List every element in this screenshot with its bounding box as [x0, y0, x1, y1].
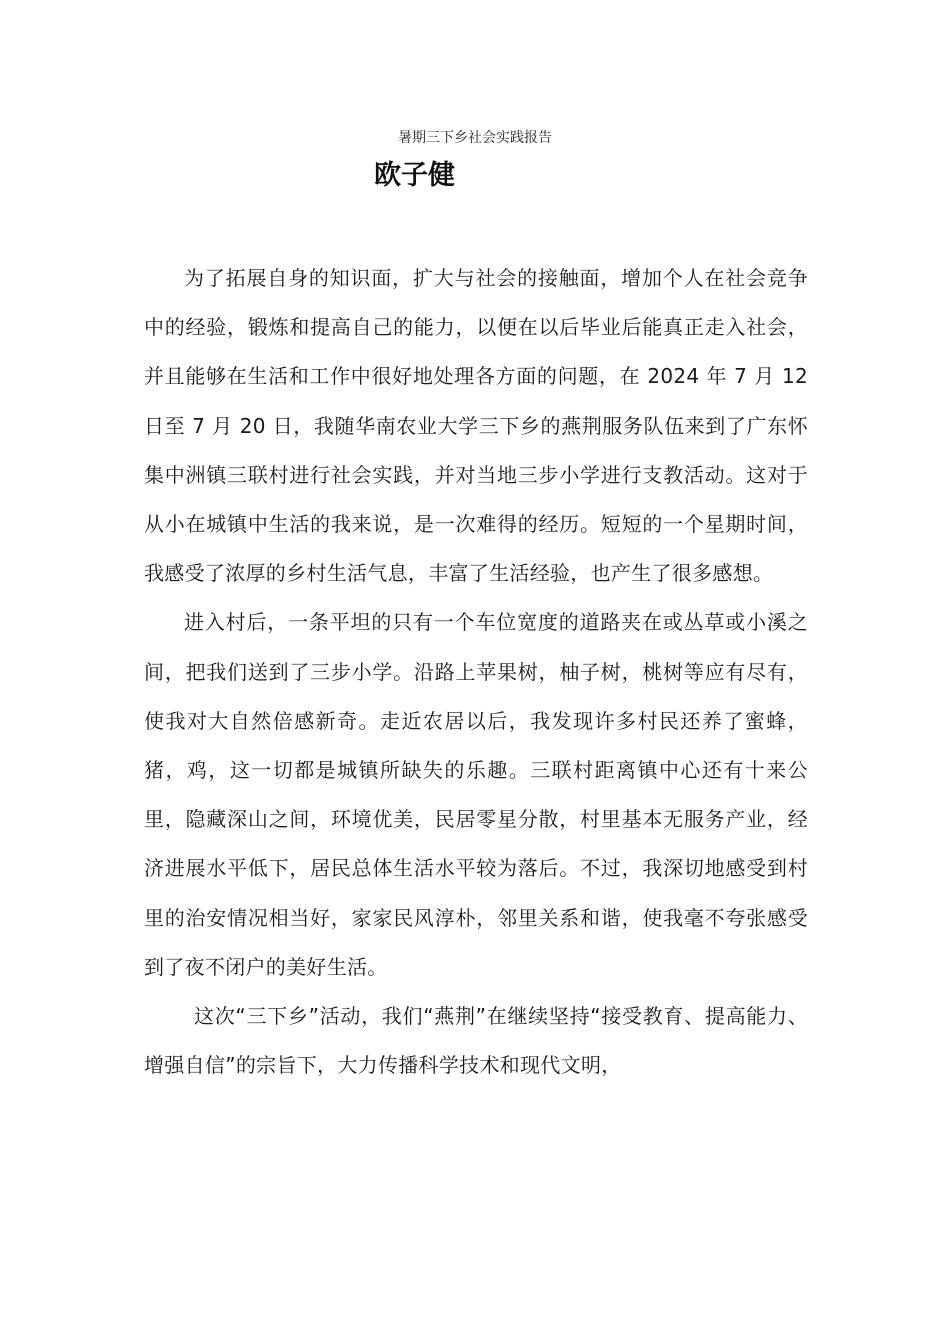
author-name: 欧子健 — [374, 160, 455, 191]
paragraph-2: 进入村后，一条平坦的只有一个车位宽度的道路夹在或丛草或小溪之间，把我们送到了三步小学。沿路上苹果树，柚子树，桃树等应有尽有，使我对大自然倍感新奇。走近农居以后，我发现许多村民还养了蜜蜂，猪，鸡，这一切都是城镇所缺失的乐趣。三联村距离镇中心还有十来公里，隐藏深山之间，环境优美，民居零星分散，村里基本无服务产业，经济进展水平低下，居民总体生活水平较为落后。不过，我深切地感受到村里的治安情况相当好，家家民风淳朴，邻里关系和谐，使我毫不夸张感受到了夜不闭户的美好生活。 — [144, 610, 808, 979]
paragraph-1: 为了拓展自身的知识面，扩大与社会的接触面，增加个人在社会竞争中的经验，锻炼和提高自己的能力，以便在以后毕业后能真正走入社会，并且能够在生活和工作中很好地处理各方面的问题，在 2024 年 7 月 12 日至 7 月 20 日，我随华南农业大学三下乡的燕荆服务队伍来到了广东怀集中洲镇三联村进行社会实践，并对当地三步小学进行支教活动。这对于从小在城镇中生活的我来说，是一次难得的经历。短短的一个星期时间，我感受了浓厚的乡村生活气息，丰富了生活经验，也产生了很多感想。 — [144, 266, 808, 586]
document-body — [144, 254, 808, 1090]
document-title: 暑期三下乡社会实践报告 — [398, 130, 552, 146]
paragraph-3: 这次“三下乡”活动，我们“燕荆”在继续坚持“接受教育、提高能力、增强自信”的宗旨下，大力传播科学技术和现代文明， — [144, 1004, 808, 1078]
